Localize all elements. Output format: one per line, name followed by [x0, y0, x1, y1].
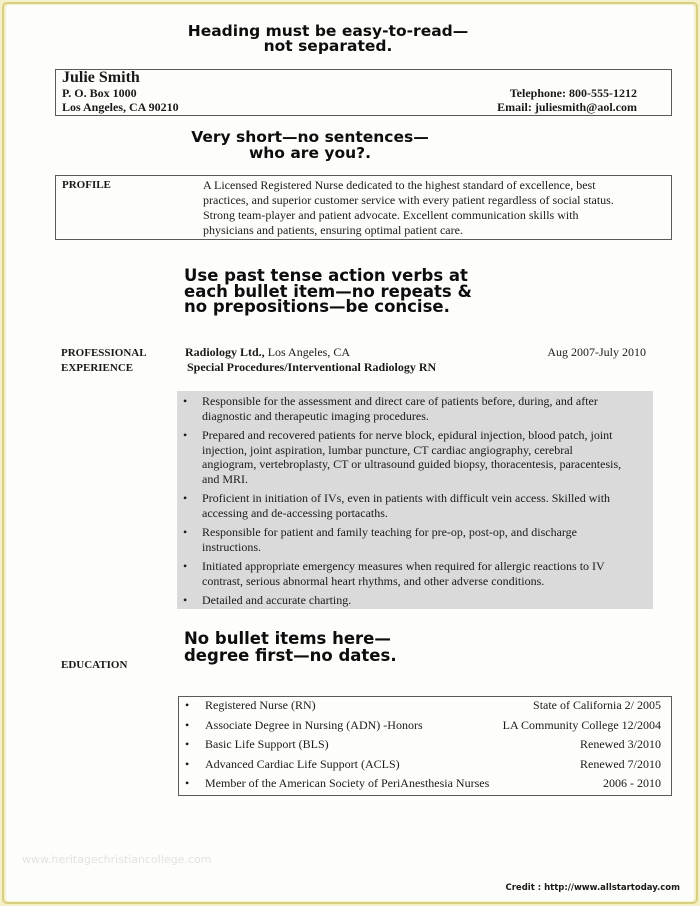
education-label: EDUCATION: [61, 659, 128, 671]
profile-label: PROFILE: [62, 179, 111, 191]
experience-bullet: [180, 394, 650, 423]
annotation-line: no prepositions—be concise.: [184, 297, 450, 316]
bullet-text-line: Initiated appropriate emergency measures when required for allergic reactions to IV: [202, 559, 605, 573]
experience-label: [61, 346, 147, 376]
annotation-line: Very short—no sentences—: [191, 128, 429, 146]
annotation-line: not separated.: [263, 37, 393, 55]
bullet-icon: •: [183, 593, 188, 607]
bullet-text-line: injection, joint aspiration, lumbar puncture, CT cardiac angiography, cerebral: [202, 442, 573, 457]
address-line-2: Los Angeles, CA 90210: [62, 100, 179, 114]
bullet-icon: •: [183, 525, 188, 539]
employer-line: [185, 345, 350, 360]
experience-annotation: [184, 268, 472, 315]
education-row: [179, 736, 671, 756]
experience-bullet: [180, 525, 650, 554]
bullet-text-line: Prepared and recovered patients for nerve block, epidural injection, blood patch, joint: [202, 428, 613, 442]
education-detail: Renewed 3/2010: [580, 737, 661, 751]
education-row: [179, 775, 671, 795]
bullet-icon: •: [185, 737, 190, 751]
profile-line: A Licensed Registered Nurse dedicated to the highest standard of excellence, best: [203, 178, 596, 192]
applicant-name: Julie Smith: [62, 69, 140, 86]
annotation-line: who are you?.: [248, 144, 372, 162]
bullet-text-line: Responsible for patient and family teaching for pre-op, post-op, and discharge: [202, 525, 578, 539]
education-item: Advanced Cardiac Life Support (ACLS): [205, 756, 400, 771]
telephone: Telephone: 800-555-1212: [509, 86, 637, 100]
education-detail: Renewed 7/2010: [580, 756, 661, 771]
bullet-icon: •: [183, 559, 188, 573]
watermark: www.heritagechristiancollege.com: [22, 853, 212, 866]
employer-location: Los Angeles, CA: [264, 345, 351, 359]
bullet-icon: •: [185, 776, 190, 790]
education-item: Registered Nurse (RN): [205, 698, 316, 712]
bullet-icon: •: [185, 717, 190, 732]
heading-annotation: [0, 24, 656, 54]
credit-line: Credit : http://www.allstartoday.com: [505, 883, 680, 893]
experience-bullet: [180, 428, 650, 486]
bullet-icon: •: [183, 491, 188, 505]
bullet-icon: •: [185, 756, 190, 771]
address-line-1: P. O. Box 1000: [62, 86, 137, 100]
bullet-text-line: accessing and de-accessing portacaths.: [202, 505, 388, 520]
bullet-text-line: contrast, serious abnormal heart rhythms, and other adverse conditions.: [202, 573, 545, 588]
annotation-line: degree first—no dates.: [184, 645, 397, 665]
bullet-text-line: diagnostic and therapeutic imaging procedures.: [202, 408, 429, 423]
employment-dates: Aug 2007-July 2010: [547, 345, 646, 359]
education-row: [179, 717, 671, 737]
employer-name: Radiology Ltd.,: [185, 345, 265, 359]
profile-line: Strong team-player and patient advocate. Excellent communication skills with: [203, 208, 579, 222]
bullet-text-line: and MRI.: [202, 471, 248, 486]
education-item: Basic Life Support (BLS): [205, 737, 329, 751]
contact-header: [55, 69, 672, 116]
education-row: [179, 697, 671, 717]
bullet-text-line: instructions.: [202, 539, 261, 554]
experience-bullet-list: [180, 394, 650, 613]
experience-label-line: EXPERIENCE: [61, 362, 134, 374]
email: Email: juliesmith@aol.com: [497, 100, 637, 114]
education-detail: State of California 2/ 2005: [533, 698, 661, 712]
experience-bullet: [180, 559, 650, 588]
profile-line: physicians and patients, ensuring optimal patient care.: [203, 223, 463, 237]
annotation-line: each bullet item—no repeats &: [184, 281, 472, 301]
bullet-text-line: angiogram, vertebroplasty, CT or ultrasound guided biopsy, thoracentesis, paracentesis,: [202, 457, 622, 471]
education-item: Associate Degree in Nursing (ADN) -Honors: [205, 717, 423, 732]
annotation-line: Use past tense action verbs at: [184, 266, 468, 285]
bullet-text-line: Detailed and accurate charting.: [202, 593, 352, 607]
education-annotation: [184, 631, 397, 664]
bullet-icon: •: [183, 394, 188, 408]
experience-label-line: PROFESSIONAL: [61, 347, 147, 359]
profile-line: practices, and superior customer service with every patient regardless of social status.: [203, 193, 614, 207]
profile-annotation: [0, 129, 620, 161]
education-section: [178, 696, 672, 796]
bullet-text-line: Proficient in initiation of IVs, even in patients with difficult vein access. Skilled with: [202, 491, 611, 505]
bullet-icon: •: [183, 428, 188, 442]
annotation-line: No bullet items here—: [184, 629, 391, 648]
profile-section: [55, 175, 672, 240]
experience-bullet: [180, 491, 650, 520]
bullet-text-line: Responsible for the assessment and direct care of patients before, during, and after: [202, 394, 598, 408]
education-detail: LA Community College 12/2004: [502, 717, 661, 732]
job-title: Special Procedures/Interventional Radiology RN: [187, 360, 437, 374]
bullet-icon: •: [185, 698, 190, 712]
experience-bullet: [180, 593, 650, 608]
education-detail: 2006 - 2010: [603, 776, 661, 790]
education-row: [179, 756, 671, 776]
annotation-line: Heading must be easy-to-read—: [187, 22, 469, 40]
education-item: Member of the American Society of PeriAnesthesia Nurses: [205, 776, 490, 790]
